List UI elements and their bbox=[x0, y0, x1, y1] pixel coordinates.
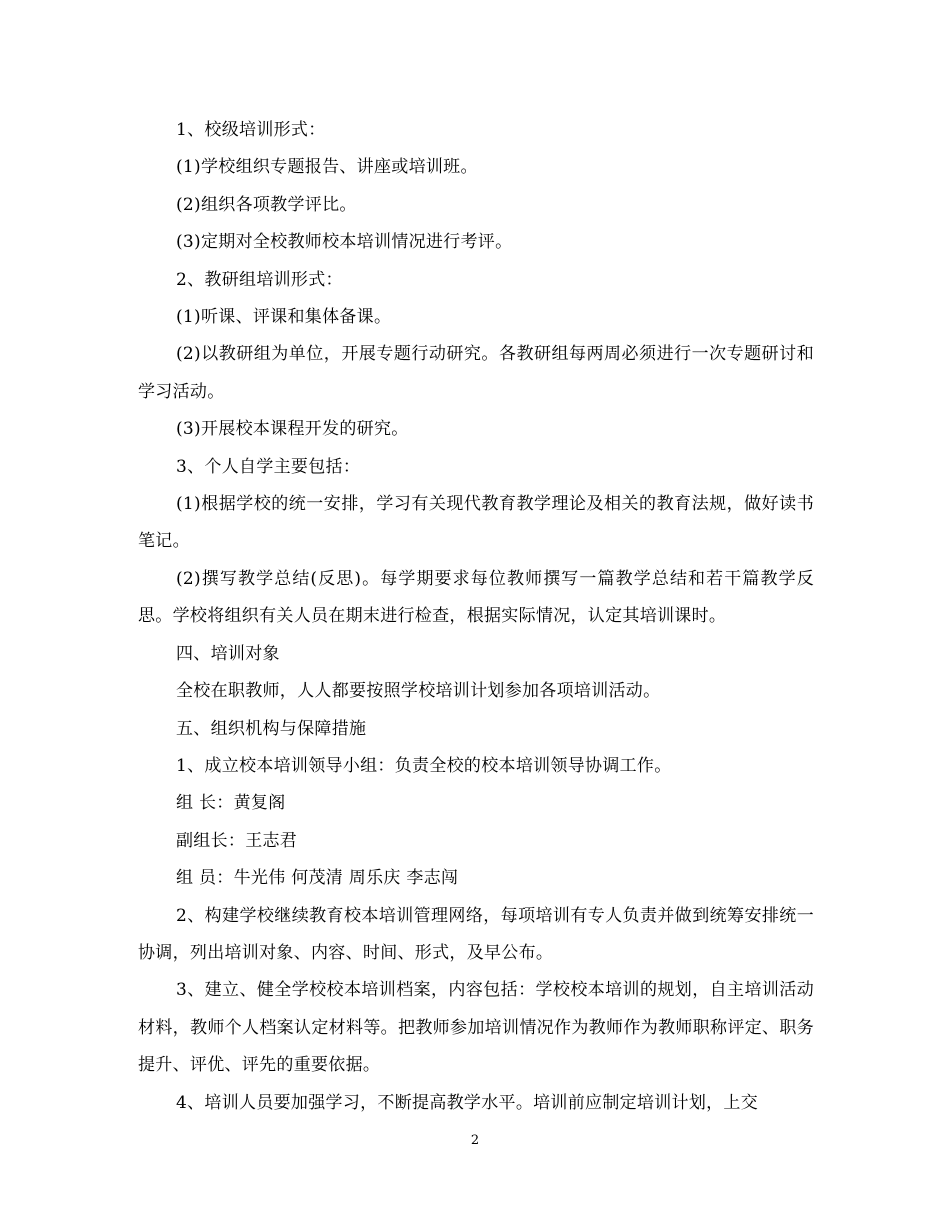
paragraph-20: 3、建立、健全学校校本培训档案，内容包括：学校校本培训的规划，自主培训活动材料，教师个人档案认定材料等。把教师参加培训情况作为教师作为教师职称评定、职务提升、评优、评先的重要依据。 bbox=[138, 980, 814, 1076]
paragraph-19: 2、构建学校继续教育校本培训管理网络，每项培训有专人负责并做到统筹安排统一协调，列出培训对象、内容、时间、形式，及早公布。 bbox=[138, 905, 814, 963]
paragraph-13: 全校在职教师，人人都要按照学校培训计划参加各项培训活动。 bbox=[176, 681, 661, 702]
paragraph-3: (2)组织各项教学评比。 bbox=[176, 194, 357, 215]
deputy-leader-line: 副组长：王志君 bbox=[176, 830, 298, 851]
paragraph-21: 4、培训人员要加强学习，不断提高教学水平。培训前应制定培训计划，上交 bbox=[176, 1092, 759, 1113]
paragraph-2: (1)学校组织专题报告、讲座或培训班。 bbox=[176, 157, 478, 178]
paragraph-8: (3)开展校本课程开发的研究。 bbox=[176, 419, 409, 440]
paragraph-6: (1)听课、评课和集体备课。 bbox=[176, 307, 392, 328]
paragraph-7: (2)以教研组为单位，开展专题行动研究。各教研组每两周必须进行一次专题研讨和学习活动。 bbox=[138, 344, 814, 402]
paragraph-9: 3、个人自学主要包括： bbox=[176, 456, 361, 477]
paragraph-5: 2、教研组培训形式： bbox=[176, 269, 343, 290]
paragraph-15: 1、成立校本培训领导小组：负责全校的校本培训领导协调工作。 bbox=[176, 755, 672, 776]
document-body bbox=[138, 112, 814, 1122]
page-number: 2 bbox=[470, 1133, 480, 1148]
paragraph-4: (3)定期对全校教师校本培训情况进行考评。 bbox=[176, 232, 513, 253]
section-heading-4: 四、培训对象 bbox=[176, 643, 280, 664]
section-heading-5: 五、组织机构与保障措施 bbox=[176, 718, 367, 739]
group-members-line: 组 员：牛光伟 何茂清 周乐庆 李志闯 bbox=[176, 868, 459, 889]
group-leader-line: 组 长：黄复阁 bbox=[176, 793, 286, 814]
paragraph-10: (1)根据学校的统一安排，学习有关现代教育教学理论及相关的教育法规，做好读书笔记。 bbox=[138, 494, 814, 552]
paragraph-11: (2)撰写教学总结(反思)。每学期要求每位教师撰写一篇教学总结和若干篇教学反思。学校将组织有关人员在期末进行检查，根据实际情况，认定其培训课时。 bbox=[138, 568, 814, 627]
paragraph-1: 1、校级培训形式： bbox=[176, 120, 326, 140]
